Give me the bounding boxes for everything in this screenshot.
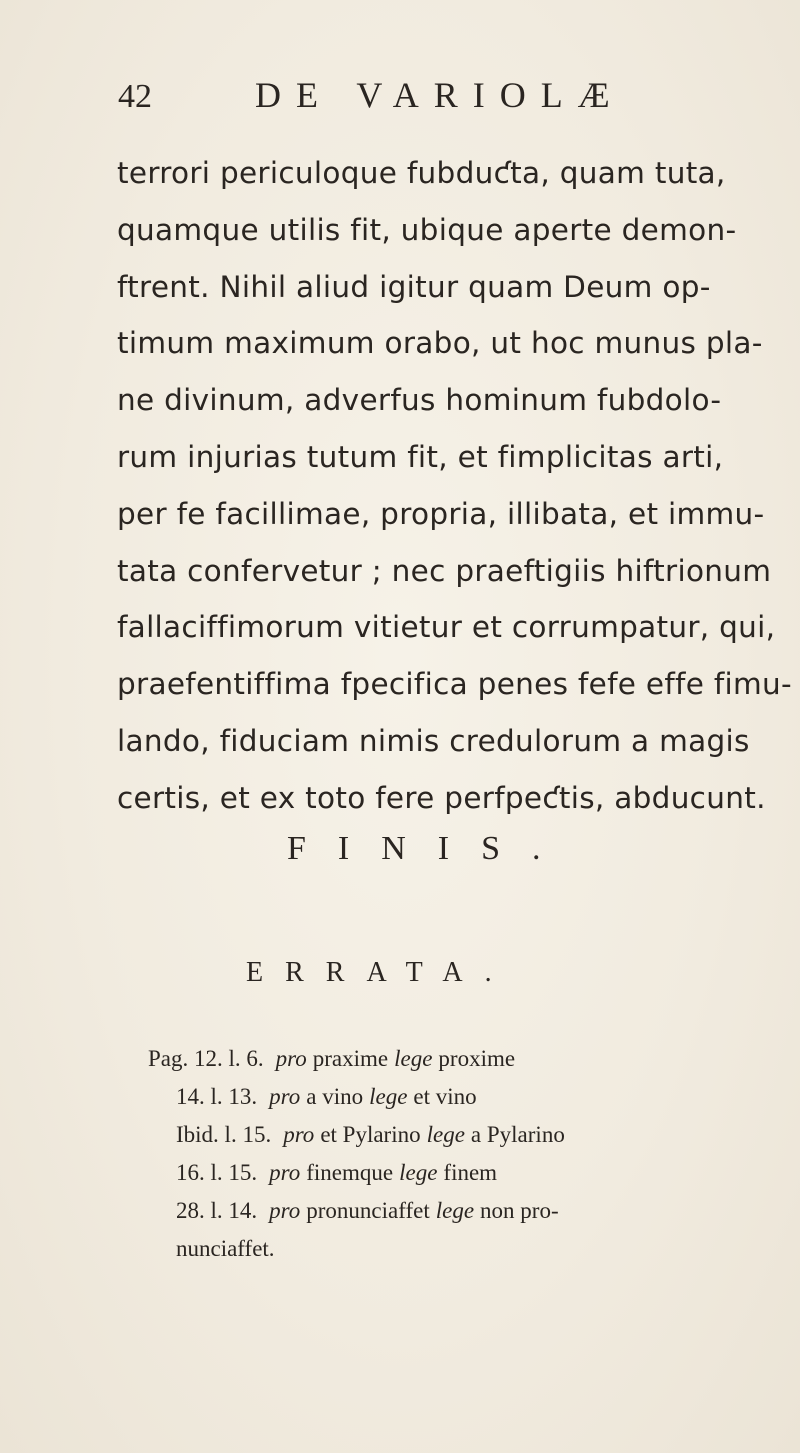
- erratum-entry: [148, 1116, 708, 1154]
- text-line: timum maximum orabo, ut hoc munus pla-: [117, 326, 763, 361]
- erratum-entry: [148, 1040, 708, 1078]
- erratum-location: 16. l. 15.: [176, 1160, 258, 1185]
- erratum-pro: pro: [269, 1084, 301, 1109]
- erratum-lege: lege: [435, 1198, 475, 1223]
- running-title: DE VARIOLÆ: [255, 75, 625, 115]
- text-line: lando, fiduciam nimis credulorum a magis: [117, 723, 750, 758]
- erratum-pro: pro: [269, 1198, 301, 1223]
- text-line: praefentiffima fpecifica penes fefe effe fimu-: [117, 667, 792, 702]
- erratum-lege: lege: [369, 1084, 408, 1109]
- erratum-location: Pag. 12. l. 6.: [148, 1046, 264, 1071]
- erratum-location: Ibid. l. 15.: [176, 1122, 272, 1147]
- erratum-location: 28. l. 14.: [176, 1198, 258, 1223]
- erratum-wrong: praxime: [312, 1046, 389, 1071]
- erratum-lege: lege: [399, 1160, 438, 1185]
- running-head: [118, 70, 678, 130]
- erratum-wrong: et Pylarino: [320, 1122, 421, 1147]
- errata-heading: ERRATA.: [246, 957, 514, 988]
- finis-heading: FINIS.: [287, 830, 573, 867]
- erratum-location: 14. l. 13.: [176, 1084, 258, 1109]
- errata-list: [148, 1040, 708, 1268]
- erratum-right: non pro-: [480, 1198, 559, 1223]
- erratum-wrong: pronunciaffet: [306, 1198, 430, 1223]
- erratum-right: proxime: [438, 1046, 516, 1071]
- erratum-wrong: finemque: [306, 1160, 394, 1185]
- erratum-pro: pro: [269, 1160, 301, 1185]
- erratum-wrong: a vino: [306, 1084, 364, 1109]
- text-line: quamque utilis fit, ubique aperte demon-: [117, 212, 737, 247]
- text-line: rum injurias tutum fit, et fimplicitas arti,: [117, 439, 724, 474]
- text-line: ftrent. Nihil aliud igitur quam Deum op-: [117, 269, 711, 304]
- page-number: 42: [118, 78, 152, 115]
- text-line: per fe facillimae, propria, illibata, et immu-: [117, 496, 765, 531]
- erratum-entry: [148, 1192, 708, 1230]
- erratum-lege: lege: [394, 1046, 433, 1071]
- text-line: fallaciffimorum vitietur et corrumpatur, qui,: [117, 610, 776, 645]
- erratum-entry: [148, 1078, 708, 1116]
- erratum-pro: pro: [275, 1046, 307, 1071]
- erratum-entry: [148, 1154, 708, 1192]
- text-line: tata confervetur ; nec praeftigiis hiftrionum: [117, 553, 772, 588]
- text-line: ne divinum, adverfus hominum fubdolo-: [117, 383, 722, 418]
- erratum-lege: lege: [426, 1122, 465, 1147]
- text-line: certis, et ex toto fere perfpeƈtis, abducunt.: [117, 780, 766, 815]
- erratum-right: finem: [443, 1160, 498, 1185]
- erratum-right: et vino: [413, 1084, 477, 1109]
- text-line: terrori periculoque fubduƈta, quam tuta,: [117, 156, 726, 190]
- body-paragraph: [117, 145, 792, 827]
- erratum-continuation: nunciaffet.: [176, 1236, 275, 1261]
- erratum-pro: pro: [283, 1122, 315, 1147]
- erratum-right: a Pylarino: [470, 1122, 565, 1147]
